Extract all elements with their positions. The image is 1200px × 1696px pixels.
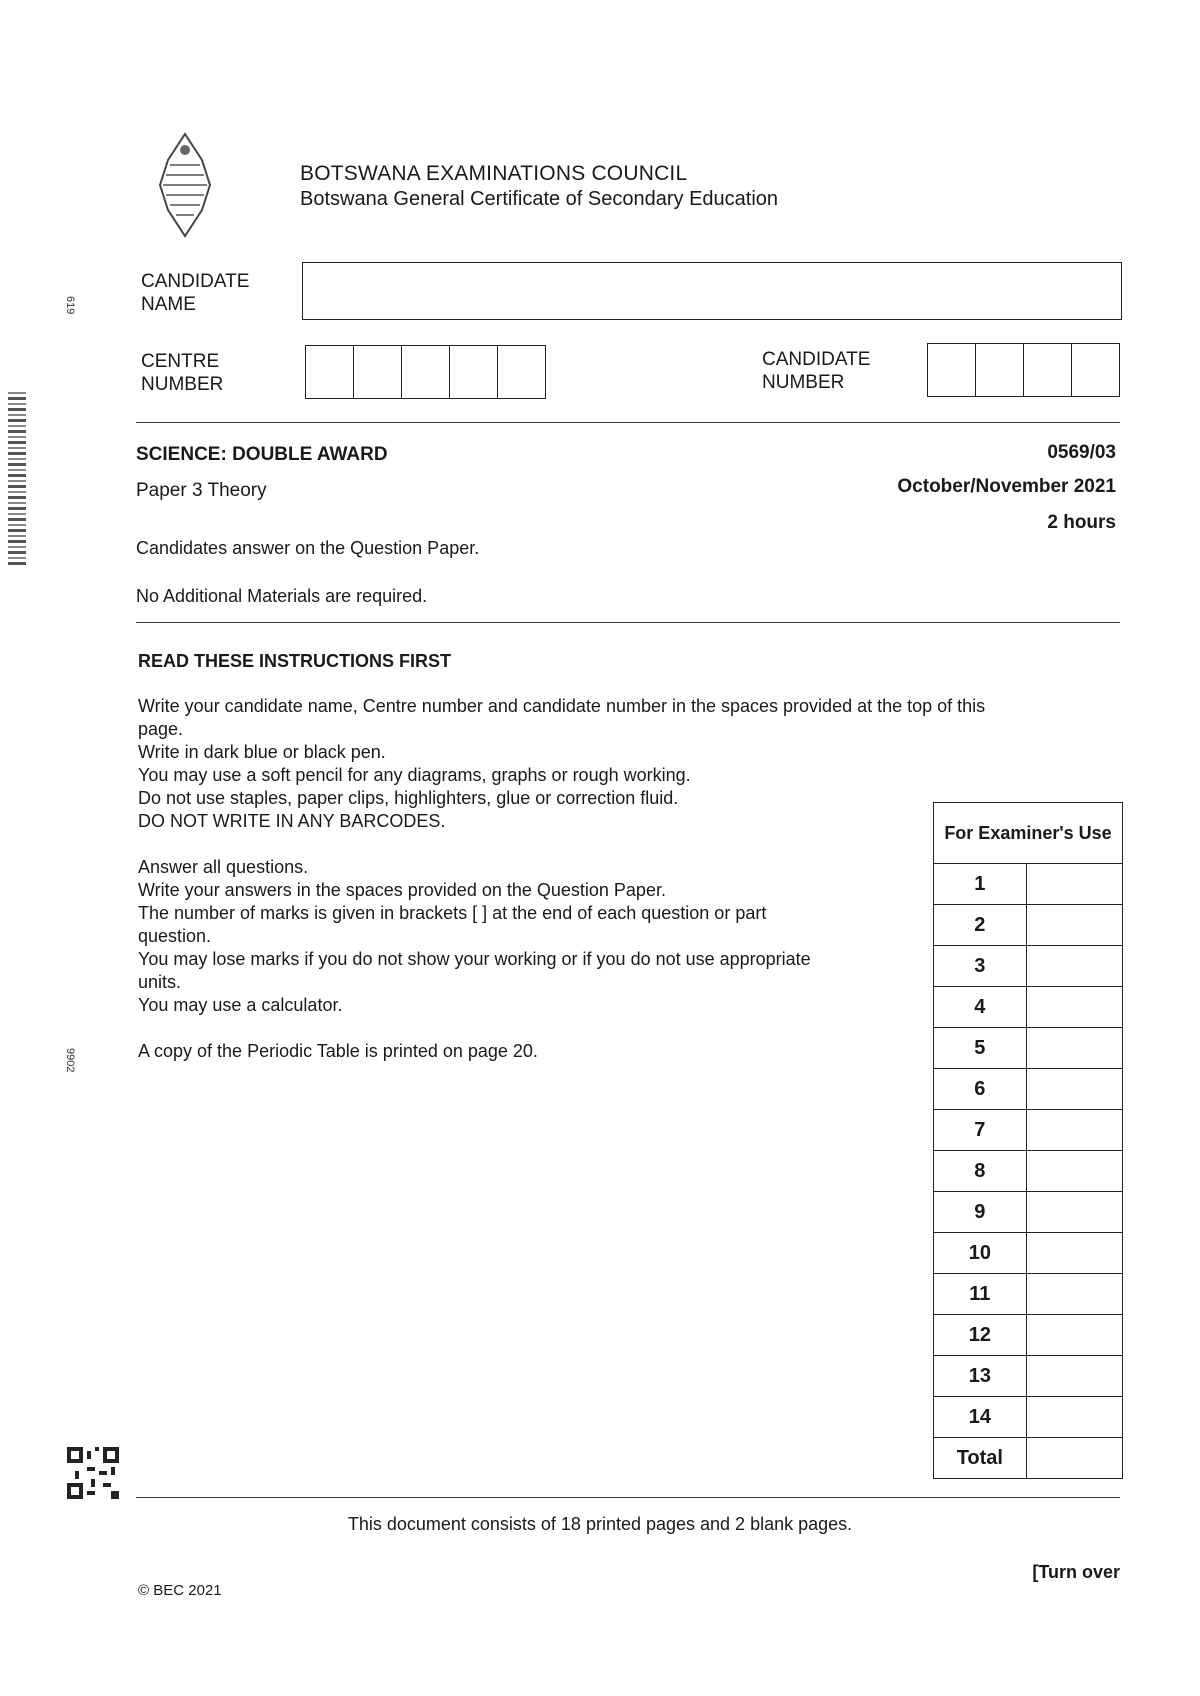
- centre-digit-box[interactable]: [354, 346, 402, 398]
- mark-cell: [1026, 1028, 1122, 1069]
- total-label: Total: [934, 1438, 1027, 1479]
- instruction-line: Answer all questions.: [138, 857, 309, 877]
- question-number: 13: [934, 1356, 1027, 1397]
- centre-number-field[interactable]: [305, 345, 546, 399]
- table-row-total: [934, 1438, 1123, 1479]
- mark-cell: [1026, 1397, 1122, 1438]
- table-row: [934, 946, 1123, 987]
- centre-digit-box[interactable]: [450, 346, 498, 398]
- divider: [136, 622, 1120, 623]
- side-code-bottom: 9902: [64, 1048, 76, 1073]
- table-row: [934, 1192, 1123, 1233]
- subject-title: SCIENCE: DOUBLE AWARD: [136, 444, 388, 465]
- mark-cell: [1026, 1233, 1122, 1274]
- instruction-line: Do not use staples, paper clips, highlighters, glue or correction fluid.: [138, 788, 679, 808]
- examiner-use-table: [933, 802, 1123, 1479]
- mark-cell: [1026, 1110, 1122, 1151]
- answer-note: Candidates answer on the Question Paper.: [136, 538, 480, 558]
- total-mark-cell: [1026, 1438, 1122, 1479]
- table-row: [934, 987, 1123, 1028]
- candidate-number-label: CANDIDATE NUMBER: [762, 349, 871, 393]
- instruction-line: Write your candidate name, Centre number and candidate number in the spaces provided at the top of this page.: [138, 696, 986, 739]
- certificate-title: Botswana General Certificate of Secondary Education: [300, 188, 779, 210]
- table-row: [934, 1233, 1123, 1274]
- question-number: 12: [934, 1315, 1027, 1356]
- instructions-body: [138, 695, 1018, 1063]
- question-number: 8: [934, 1151, 1027, 1192]
- mark-cell: [1026, 864, 1122, 905]
- instruction-line: The number of marks is given in brackets [ ] at the end of each question or part question.: [138, 903, 767, 946]
- instruction-line: You may use a soft pencil for any diagrams, graphs or rough working.: [138, 765, 691, 785]
- page-count-note: This document consists of 18 printed pages and 2 blank pages.: [347, 1514, 853, 1534]
- periodic-table-note: A copy of the Periodic Table is printed on page 20.: [138, 1041, 538, 1061]
- instruction-line: Write in dark blue or black pen.: [138, 742, 386, 762]
- divider: [136, 422, 1120, 423]
- table-row: [934, 1274, 1123, 1315]
- question-number: 5: [934, 1028, 1027, 1069]
- question-number: 14: [934, 1397, 1027, 1438]
- mark-cell: [1026, 1069, 1122, 1110]
- question-number: 7: [934, 1110, 1027, 1151]
- mark-cell: [1026, 1151, 1122, 1192]
- centre-digit-box[interactable]: [402, 346, 450, 398]
- mark-cell: [1026, 1274, 1122, 1315]
- bec-logo: [150, 130, 220, 240]
- mark-cell: [1026, 1315, 1122, 1356]
- instructions-heading: READ THESE INSTRUCTIONS FIRST: [138, 651, 452, 671]
- table-row: [934, 1356, 1123, 1397]
- centre-digit-box[interactable]: [306, 346, 354, 398]
- question-number: 9: [934, 1192, 1027, 1233]
- question-number: 2: [934, 905, 1027, 946]
- copyright: © BEC 2021: [138, 1582, 222, 1599]
- question-number: 10: [934, 1233, 1027, 1274]
- table-row: [934, 905, 1123, 946]
- organisation-name: BOTSWANA EXAMINATIONS COUNCIL: [300, 162, 688, 185]
- side-barcode: [8, 390, 26, 565]
- examiner-table-heading: For Examiner's Use: [934, 803, 1123, 864]
- mark-cell: [1026, 946, 1122, 987]
- mark-cell: [1026, 1356, 1122, 1397]
- table-row: [934, 1028, 1123, 1069]
- table-row: [934, 1110, 1123, 1151]
- candidate-digit-box[interactable]: [976, 344, 1024, 396]
- candidate-name-label: CANDIDATE NAME: [141, 271, 250, 315]
- paper-code: 0569/03: [1047, 442, 1116, 463]
- qr-code: [67, 1447, 119, 1499]
- instruction-line: You may lose marks if you do not show your working or if you do not use appropriate units.: [138, 949, 811, 992]
- mark-cell: [1026, 987, 1122, 1028]
- question-number: 3: [934, 946, 1027, 987]
- materials-note: No Additional Materials are required.: [136, 586, 428, 606]
- candidate-digit-box[interactable]: [928, 344, 976, 396]
- question-number: 4: [934, 987, 1027, 1028]
- table-row: [934, 1151, 1123, 1192]
- exam-session: October/November 2021: [897, 476, 1116, 497]
- paper-title: Paper 3 Theory: [136, 480, 267, 501]
- candidate-digit-box[interactable]: [1072, 344, 1120, 396]
- candidate-name-field[interactable]: [302, 262, 1122, 320]
- mark-cell: [1026, 1192, 1122, 1233]
- instruction-line: DO NOT WRITE IN ANY BARCODES.: [138, 811, 446, 831]
- table-row: [934, 1315, 1123, 1356]
- mark-cell: [1026, 905, 1122, 946]
- question-number: 1: [934, 864, 1027, 905]
- exam-duration: 2 hours: [1047, 512, 1116, 533]
- centre-number-label: CENTRE NUMBER: [141, 351, 224, 395]
- table-row: [934, 1069, 1123, 1110]
- side-code-top: 619: [64, 296, 76, 315]
- instruction-line: You may use a calculator.: [138, 995, 343, 1015]
- instruction-line: Write your answers in the spaces provided on the Question Paper.: [138, 880, 666, 900]
- candidate-number-field[interactable]: [927, 343, 1120, 397]
- centre-digit-box[interactable]: [498, 346, 546, 398]
- question-number: 6: [934, 1069, 1027, 1110]
- table-row: [934, 864, 1123, 905]
- divider: [136, 1497, 1120, 1498]
- turn-over-note: [Turn over: [1032, 1562, 1120, 1582]
- candidate-digit-box[interactable]: [1024, 344, 1072, 396]
- question-number: 11: [934, 1274, 1027, 1315]
- table-row: [934, 1397, 1123, 1438]
